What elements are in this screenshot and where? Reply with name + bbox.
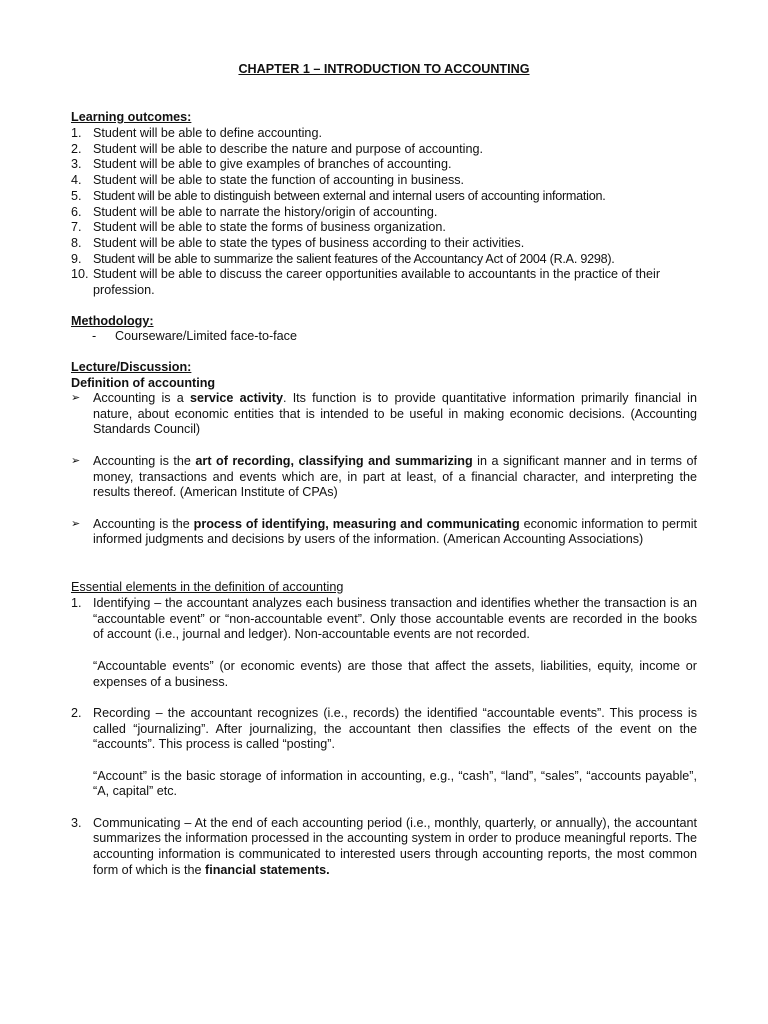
methodology-item: - Courseware/Limited face-to-face [92,329,297,343]
definition-heading: Definition of accounting [71,376,216,390]
list-item: ➢ Accounting is the process of identifying, measuring and communicating economic information to permit informed judgments and decisions by users of the information. (American Accounting Associations) [71,516,697,547]
list-item: 1. Identifying – the accountant analyzes each business transaction and identifies whether the transaction is an “accountable event” or “non-accountable event”. Only those accountable events are recorded in the books of account (i.e., journal and ledger). Non-accountable events are not recorded. “Accountable events” (or economic events) are those that affect the assets, liabilities, equity, income or expenses of a business. [71,596,697,689]
essential-elements-heading: Essential elements in the definition of accounting [71,580,344,594]
list-item: ➢ Accounting is a service activity. Its function is to provide quantitative information primarily financial in nature, about economic entities that is intended to be useful in making economic decisions. (Accounting Standards Council) [71,391,697,437]
list-item: 4. Student will be able to state the function of accounting in business. [71,173,465,188]
essential-elements-list [71,596,697,879]
arrow-bullet-icon: ➢ [71,517,81,530]
definition-bullets [71,391,697,564]
list-item: 10. Student will be able to discuss the career opportunities available to accountants in the practice of their profession. [71,267,661,298]
methodology-heading: Methodology: [71,314,154,328]
list-item: 3. Student will be able to give examples of branches of accounting. [71,157,452,172]
arrow-bullet-icon: ➢ [71,454,81,467]
learning-outcomes-heading: Learning outcomes: [71,110,192,124]
arrow-bullet-icon: ➢ [71,392,81,404]
list-item: 7. Student will be able to state the forms of business organization. [71,220,446,235]
list-item: 8. Student will be able to state the types of business according to their activities. [71,235,525,250]
list-item: 2. Student will be able to describe the nature and purpose of accounting. [71,141,483,156]
list-item: 9. Student will be able to summarize the salient features of the Accountancy Act of 2004 (R.A. 9298). [71,251,615,266]
list-item: 6. Student will be able to narrate the history/origin of accounting. [71,204,438,219]
learning-outcomes-list [71,126,697,299]
list-item: ➢ Accounting is the art of recording, classifying and summarizing in a significant manner and in terms of money, transactions and events which are, in part at least, of a financial character, and interpreting the results thereof. (American Institute of CPAs) [71,453,697,500]
lecture-heading: Lecture/Discussion: [71,360,192,374]
list-item: 1. Student will be able to define accounting. [71,126,322,140]
list-item: 5. Student will be able to distinguish between external and internal users of accounting information. [71,188,606,203]
list-item: 3. Communicating – At the end of each accounting period (i.e., monthly, quarterly, or annually), the accountant summarizes the information processed in the accounting system in order to produce meaningful reports. The accounting information is communicated to interested users through accounting reports, the most common form of which is the financial statements. [71,815,697,877]
list-item: 2. Recording – the accountant recognizes (i.e., records) the identified “accountable events”. This process is called “journalizing”. After journalizing, the accountant then classifies the effects of the event on the “accounts”. This process is called “posting”. “Account” is the basic storage of information in accounting, e.g., “cash”, “land”, “sales”, “accounts payable”, “A, capital” etc. [71,705,697,799]
page-title: CHAPTER 1 – INTRODUCTION TO ACCOUNTING [238,62,530,76]
